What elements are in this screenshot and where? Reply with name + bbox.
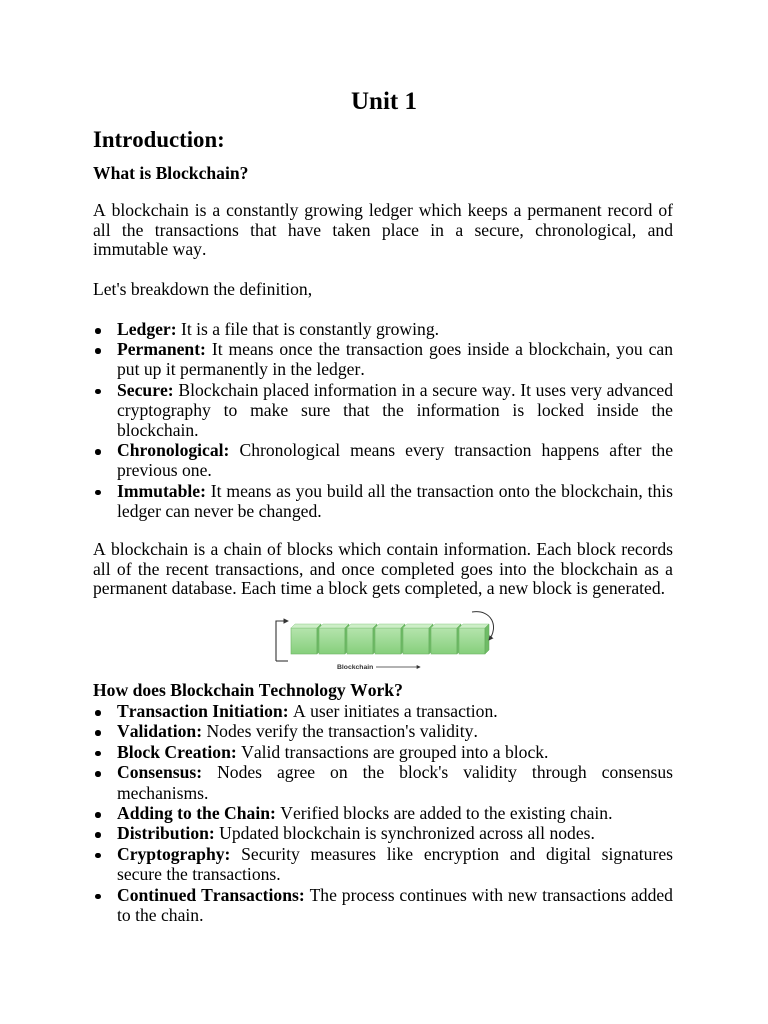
- step-text: The process continues with new transactions added to the chain.: [117, 884, 673, 926]
- definition-term: Immutable:: [117, 480, 206, 501]
- chain-paragraph: A blockchain is a chain of blocks which contain information. Each block records all of the recent transactions, and once completed goes into the blockchain as a permanent database. Each time a block gets completed, a new block is generated.: [93, 539, 673, 599]
- definition-lead: Let's breakdown the definition,: [93, 279, 313, 299]
- block-cube: [431, 624, 461, 654]
- figure-label: Blockchain: [337, 664, 374, 671]
- block-cube: [403, 624, 433, 654]
- intro-paragraph: A blockchain is a constantly growing ledger which keeps a permanent record of all the transactions that have taken place in a secure, chronological, and immutable way.: [93, 200, 673, 260]
- step-text: Updated blockchain is synchronized across all nodes.: [219, 823, 595, 844]
- section-heading: Introduction:: [93, 127, 225, 152]
- bullet-icon: [95, 751, 101, 757]
- block-cube: [319, 624, 349, 654]
- definition-text: It is a file that is constantly growing.: [181, 319, 440, 339]
- step-term: Consensus:: [117, 762, 203, 783]
- definition-item: [117, 339, 673, 379]
- definition-term: Permanent:: [117, 339, 206, 360]
- step-text: Valid transactions are grouped into a block.: [241, 741, 549, 762]
- chain-bracket-arrow: [276, 621, 288, 661]
- step-text: Security measures like encryption and digital signatures secure the transactions.: [117, 843, 673, 885]
- step-text: Verified blocks are added to the existing chain.: [280, 803, 613, 824]
- step-item: [117, 823, 673, 843]
- block-cube: [291, 624, 321, 654]
- block-cube: [459, 624, 489, 654]
- subheading-what-is-blockchain: What is Blockchain?: [93, 163, 249, 183]
- bullet-icon: [95, 348, 101, 354]
- step-term: Adding to the Chain:: [117, 803, 276, 824]
- step-item: [117, 742, 673, 762]
- block-cube: [347, 624, 377, 654]
- bullet-icon: [95, 490, 101, 496]
- definition-item: [117, 380, 673, 441]
- step-term: Distribution:: [117, 823, 215, 844]
- definition-term: Ledger:: [117, 319, 177, 339]
- step-item: [117, 803, 673, 823]
- definition-item: [117, 440, 673, 480]
- step-item: [117, 844, 673, 885]
- definition-term: Chronological:: [117, 440, 230, 461]
- definition-item: [117, 319, 673, 339]
- bullet-icon: [95, 832, 101, 838]
- step-item: [117, 701, 673, 721]
- steps-list: [117, 701, 673, 925]
- step-text: Nodes verify the transaction's validity.: [206, 721, 478, 742]
- block-cubes: [291, 624, 489, 654]
- step-term: Transaction Initiation:: [117, 701, 289, 721]
- bullet-icon: [95, 853, 101, 859]
- definition-text: It means as you build all the transaction onto the blockchain, this ledger can never be changed.: [117, 480, 673, 521]
- definition-text: It means once the transaction goes inside a blockchain, you can put up it permanently in the ledger.: [117, 339, 674, 380]
- step-item: [117, 762, 673, 803]
- definition-text: Blockchain placed information in a secure way. It uses very advanced cryptography to make sure that the information is locked inside the blockchain.: [117, 379, 673, 441]
- step-item: [117, 721, 673, 741]
- definition-item: [117, 481, 673, 521]
- step-text: A user initiates a transaction.: [292, 701, 498, 721]
- definition-text: Chronological means every transaction happens after the previous one.: [117, 440, 674, 481]
- bullet-icon: [95, 730, 101, 736]
- bullet-icon: [95, 389, 101, 395]
- step-term: Cryptography:: [117, 843, 231, 864]
- bullet-icon: [95, 328, 101, 334]
- block-cube: [375, 624, 405, 654]
- step-item: [117, 885, 673, 926]
- step-term: Validation:: [117, 721, 203, 742]
- blockchain-diagram: [268, 607, 498, 673]
- definition-list: [117, 319, 673, 521]
- unit-title: Unit 1: [351, 88, 417, 115]
- step-term: Continued Transactions:: [117, 884, 305, 905]
- bullet-icon: [95, 771, 101, 777]
- subheading-how-it-works: How does Blockchain Technology Work?: [93, 680, 403, 700]
- step-term: Block Creation:: [117, 741, 237, 762]
- definition-term: Secure:: [117, 379, 174, 400]
- bullet-icon: [95, 812, 101, 818]
- bullet-icon: [95, 710, 101, 716]
- step-text: Nodes agree on the block's validity through consensus mechanisms.: [117, 762, 673, 803]
- bullet-icon: [95, 894, 101, 900]
- bullet-icon: [95, 449, 101, 455]
